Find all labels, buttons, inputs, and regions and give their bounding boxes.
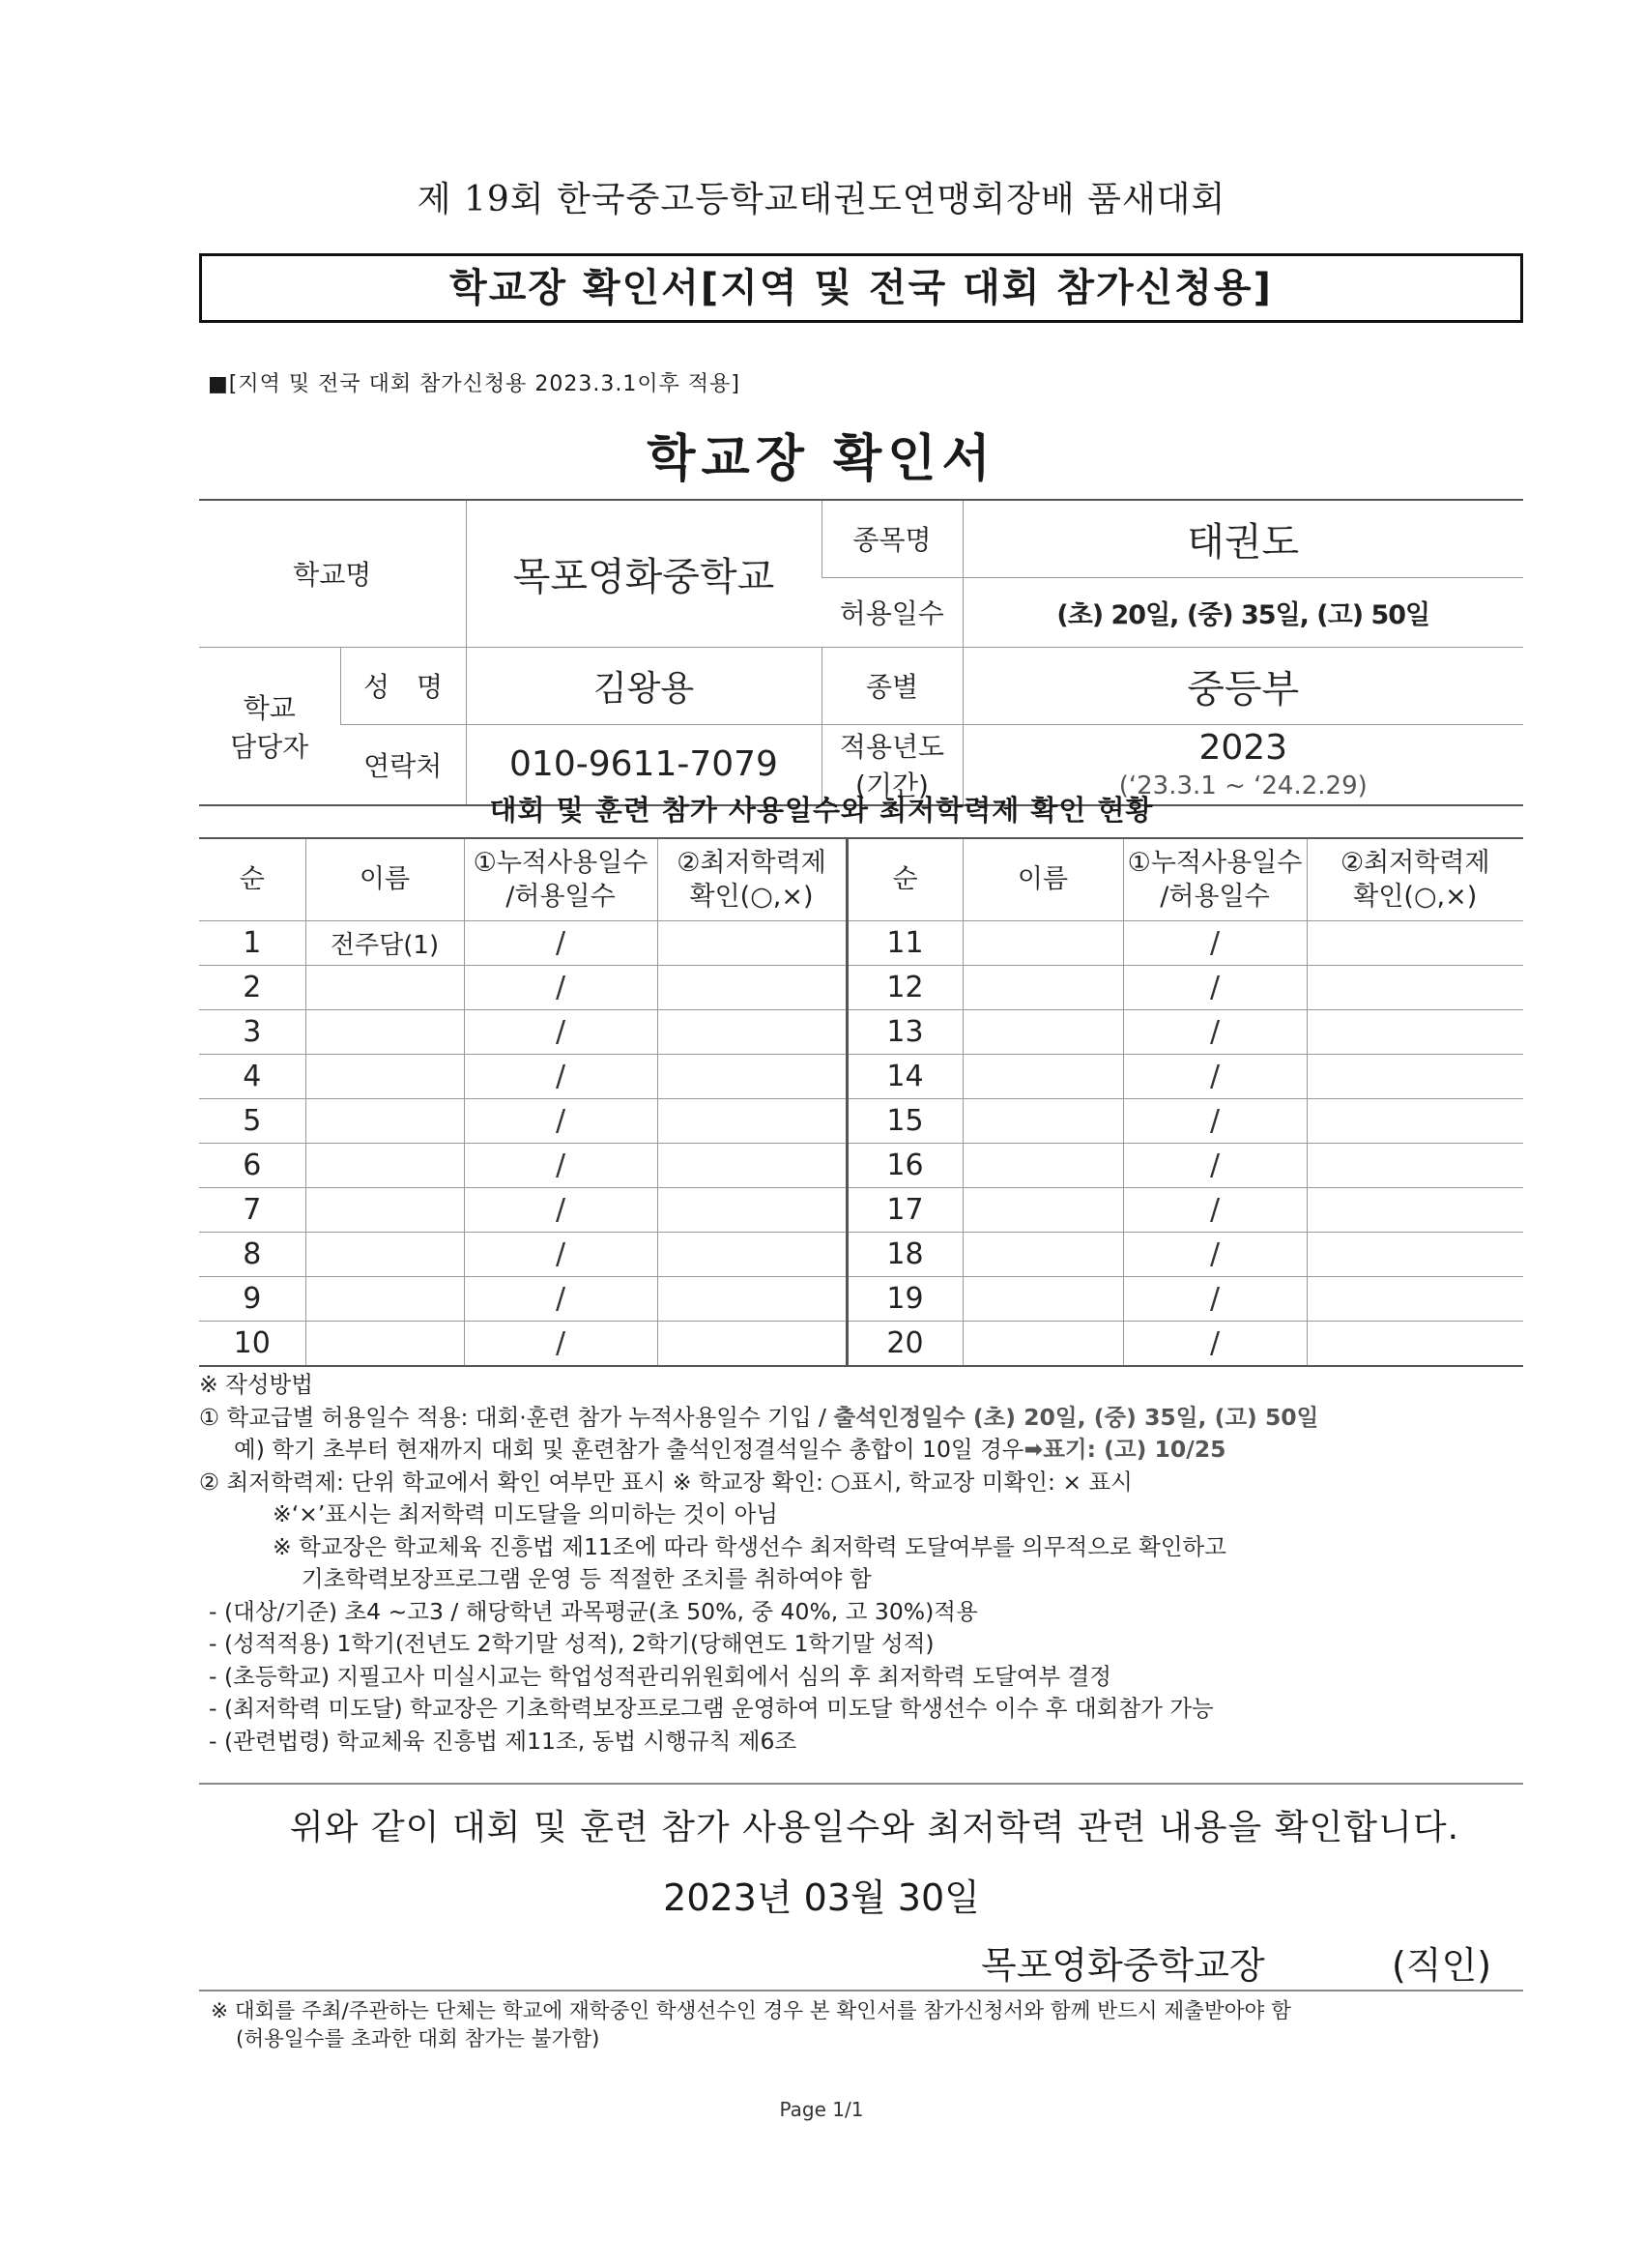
table-row: 7 / 17 / [199,1188,1523,1233]
instruction-elementary: - (초등학교) 지필고사 미실시교는 학업성적관리위원회에서 심의 후 최저학력 도달여부 결정 [209,1662,1111,1690]
principal-name: 목포영화중학교장 [981,1944,1265,1987]
instruction-note-2: ※ 학교장은 학교체육 진흥법 제11조에 따라 학생선수 최저학력 도달여부를 의무적으로 확인하고 [273,1532,1226,1560]
table-row: 3 / 13 / [199,1010,1523,1055]
footer-note-line-2: (허용일수를 초과한 대회 참가는 불가함) [236,2027,600,2051]
instructions-heading: ※ 작성방법 [199,1371,313,1398]
instruction-1: ① 학교급별 허용일수 적용: 대회·훈련 참가 누적사용일수 기입 / 출석인정일수 (초) 20일, (중) 35일, (고) 50일 [199,1403,1319,1431]
year-label-line-1: 적용년도 [839,730,945,763]
contact-person-label [199,647,340,805]
instruction-2: ② 최저학력제: 단위 학교에서 확인 여부만 표시 ※ 학교장 확인: ○표시, 학교장 미확인: × 표시 [199,1468,1133,1496]
allowed-days-value: (초) 20일, (중) 35일, (고) 50일 [963,577,1523,647]
table-row: 1 전주담(1) / 11 / [199,921,1523,966]
table-row: 9 / 19 / [199,1277,1523,1322]
event-label: 종목명 [822,500,963,577]
banner-title: 학교장 확인서[지역 및 전국 대회 참가신청용] [449,266,1273,310]
instruction-target: - (대상/기준) 초4 ~고3 / 해당학년 과목평균(초 50%, 중 40%, 고 30%)적용 [209,1597,978,1625]
table-row: 6 / 16 / [199,1144,1523,1188]
table-row: 10 / 20 / [199,1322,1523,1367]
instruction-law: - (관련법령) 학교체육 진흥법 제11조, 동법 시행규칙 제6조 [209,1727,797,1755]
form-usage-note: ■[지역 및 전국 대회 참가신청용 2023.3.1이후 적용] [208,372,740,396]
col-no-header-right: 순 [847,838,963,921]
division-label: 종별 [822,647,963,724]
footer-note [211,1997,1291,2053]
participation-table [199,837,1523,1367]
contact-label-line-2: 담당자 [230,730,309,763]
division-value: 중등부 [963,647,1523,724]
name-value: 김왕용 [466,647,822,724]
col-name-header: 이름 [305,838,464,921]
col-name-header-right: 이름 [963,838,1123,921]
table-row: 4 / 14 / [199,1055,1523,1099]
instruction-1-example: 예) 학기 초부터 현재까지 대회 및 훈련참가 출석인정결석일수 총합이 10일 경우➡표기: (고) 10/25 [234,1436,1226,1463]
allowed-days-label: 허용일수 [822,577,963,647]
school-name-value: 목포영화중학교 [466,500,822,647]
page-title: 학교장 확인서 [647,430,996,488]
col-check-header: ②최저학력제 확인(○,×) [657,838,847,921]
table-row: 8 / 18 / [199,1233,1523,1277]
year-period: (‘23.3.1 ~ ‘24.2.29) [1118,771,1368,801]
instruction-below-min: - (최저학력 미도달) 학교장은 기초학력보장프로그램 운영하여 미도달 학생선수 이수 후 대회참가 가능 [209,1695,1214,1722]
col-days-header: ①누적사용일수 /허용일수 [464,838,657,921]
phone-value: 010-9611-7079 [466,724,822,805]
col-no-header: 순 [199,838,305,921]
footer-divider [199,1990,1523,1992]
official-seal: (직인) [1392,1944,1492,1987]
confirmation-statement: 위와 같이 대회 및 훈련 참가 사용일수와 최저학력 관련 내용을 확인합니다. [289,1808,1460,1847]
footer-note-line-1: ※ 대회를 주최/주관하는 단체는 학교에 재학중인 학생선수인 경우 본 확인서를 참가신청서와 함께 반드시 제출받아야 함 [211,1999,1291,2023]
instruction-note-1: ※‘×’표시는 최저학력 미도달을 의미하는 것이 아님 [273,1500,778,1527]
form-banner [199,253,1523,323]
col-days-header-right: ①누적사용일수 /허용일수 [1123,838,1307,921]
school-info-table [199,499,1523,806]
divider [199,1783,1523,1785]
year-value: 2023 [1198,728,1288,769]
signature-date: 2023년 03월 30일 [663,1876,980,1919]
page-number: Page 1/1 [779,2098,864,2121]
name-label: 성 명 [340,647,466,724]
table-row: 5 / 15 / [199,1099,1523,1144]
year-label-line-2: (기간) [855,769,929,801]
table-header-row [199,838,1523,921]
school-name-label: 학교명 [199,500,466,647]
instruction-note-2-cont: 기초학력보장프로그램 운영 등 적절한 조치를 취하여야 함 [302,1565,872,1592]
event-title: 제 19회 한국중고등학교태권도연맹회장배 품새대회 [417,180,1226,219]
table-row: 2 / 12 / [199,966,1523,1010]
section-title: 대회 및 훈련 참가 사용일수와 최저학력제 확인 현황 [489,794,1154,827]
instructions [199,1369,1542,1758]
instruction-grades: - (성적적용) 1학기(전년도 2학기말 성적), 2학기(당해연도 1학기말 성적) [209,1630,935,1657]
phone-label: 연락처 [340,724,466,805]
event-value: 태권도 [963,500,1523,577]
contact-label-line-1: 학교 [243,691,296,724]
col-check-header-right: ②최저학력제 확인(○,×) [1307,838,1523,921]
